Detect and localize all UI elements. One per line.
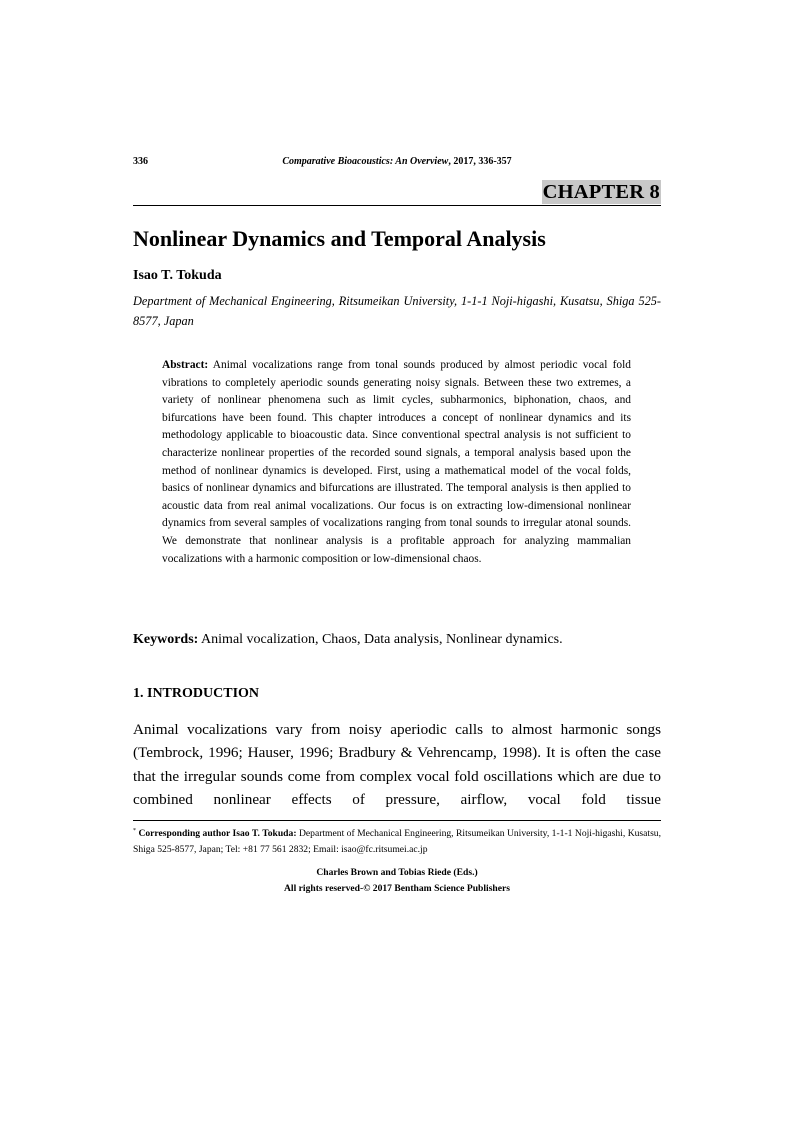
publisher-info bbox=[133, 865, 661, 896]
abstract-label: Abstract: bbox=[162, 359, 209, 371]
header-divider bbox=[133, 205, 661, 206]
section-heading-introduction: 1. INTRODUCTION bbox=[133, 686, 260, 701]
rights-line: All rights reserved-© 2017 Bentham Science Publishers bbox=[283, 882, 511, 894]
body-paragraph: Animal vocalizations vary from noisy aperiodic calls to almost harmonic songs (Tembrock, 1996; Hauser, 1996; Bradbury & Vehrencamp, 1998). It is often the case that the irregular sounds come from complex vocal fold oscillations which are due to combined nonlinear effects of pressure, airflow, vocal fold tissue bbox=[133, 721, 661, 809]
page-number: 336 bbox=[133, 156, 148, 167]
footnote-divider bbox=[133, 820, 661, 821]
footnote-text: Department of Mechanical Engineering, Ritsumeikan University, 1-1-1 Noji-higashi, Kusatsu, Shiga 525-8577, Japan; Tel: +81 77 561 2832; Email: isao@fc.ritsumei.ac.jp bbox=[133, 828, 661, 855]
article-title: Nonlinear Dynamics and Temporal Analysis bbox=[133, 226, 546, 251]
footnote bbox=[133, 824, 661, 857]
footnote-marker: * bbox=[133, 828, 136, 834]
footnote-label: Corresponding author Isao T. Tokuda: bbox=[136, 828, 297, 839]
author-affiliation: Department of Mechanical Engineering, Ritsumeikan University, 1-1-1 Noji-higashi, Kusatsu, Shiga 525-8577, Japan bbox=[133, 294, 661, 328]
chapter-label: CHAPTER 8 bbox=[542, 181, 660, 203]
keywords bbox=[133, 632, 563, 648]
author-name: Isao T. Tokuda bbox=[133, 268, 222, 283]
editors-line: Charles Brown and Tobias Riede (Eds.) bbox=[316, 867, 478, 878]
abstract-text: Animal vocalizations range from tonal sounds produced by almost periodic vocal fold vibrations to completely aperiodic sounds generating noisy signals. Between these two extremes, a variety of nonlinear phenomena such as limit cycles, subharmonics, biphonation, chaos, and bifurcations have been found. This chapter introduces a concept of nonlinear dynamics and its methodology applicable to bioacoustic data. Since conventional spectral analysis is not sufficient to characterize nonlinear properties of the recorded sound signals, a temporal analysis based upon the method of nonlinear dynamics is developed. First, using a mathematical model of the vocal folds, basics of nonlinear dynamics and bifurcations are illustrated. The temporal analysis is then applied to acoustic data from real animal vocalizations. Our focus is on extracting low-dimensional nonlinear dynamics from several samples of vocalizations ranging from tonal sounds to irregular atonal sounds. We demonstrate that nonlinear analysis is a profitable approach for analyzing mammalian vocalizations with a harmonic composition or low-dimensional chaos. bbox=[162, 359, 631, 565]
keywords-text: Animal vocalization, Chaos, Data analysis, Nonlinear dynamics. bbox=[198, 632, 563, 647]
abstract bbox=[162, 357, 631, 568]
journal-citation bbox=[133, 156, 661, 167]
keywords-label: Keywords: bbox=[133, 632, 199, 647]
journal-title: Comparative Bioacoustics: An Overview bbox=[282, 156, 449, 167]
journal-meta: , 2017, 336-357 bbox=[448, 156, 512, 167]
